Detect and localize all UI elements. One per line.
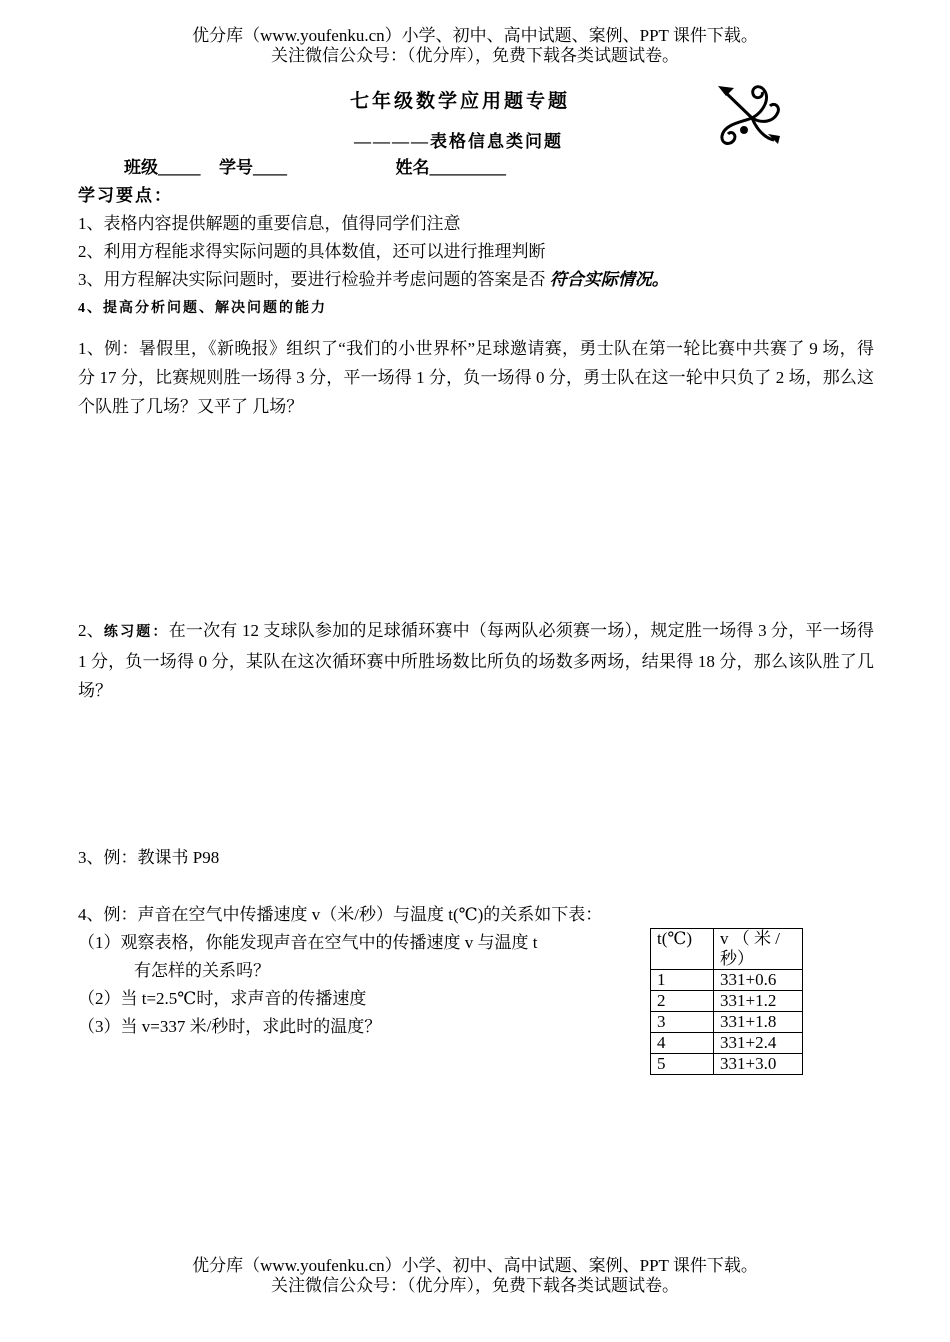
table-cell-t: 4 xyxy=(651,1033,714,1054)
question-2-label: 练习题： xyxy=(103,625,169,640)
page-header xyxy=(0,26,950,66)
table-cell-v: 331+1.2 xyxy=(714,991,803,1012)
speed-temperature-table xyxy=(650,928,803,1075)
question-3: 3、例：教课书 P98 xyxy=(78,848,220,867)
table-row xyxy=(651,1033,803,1054)
footer-line-2: 关注微信公众号：（优分库），免费下载各类试题试卷。 xyxy=(271,1276,679,1295)
table-row xyxy=(651,970,803,991)
footer-line-1: 优分库（www.youfenku.cn）小学、初中、高中试题、案例、PPT 课件下载。 xyxy=(192,1256,758,1275)
table-header-t: t(℃) xyxy=(651,929,714,970)
table-cell-t: 5 xyxy=(651,1054,714,1075)
table-cell-v: 331+1.8 xyxy=(714,1012,803,1033)
header-line-2: 关注微信公众号：（优分库），免费下载各类试题试卷。 xyxy=(271,46,679,65)
ornament-icon xyxy=(712,82,784,148)
student-number-field[interactable]: 学号____ xyxy=(219,158,287,177)
question-2 xyxy=(78,616,874,705)
key-point-4: 4、提高分析问题、解决问题的能力 xyxy=(78,301,327,316)
table-cell-v: 331+0.6 xyxy=(714,970,803,991)
question-4-part-3: （3）当 v=337 米/秒时，求此时的温度？ xyxy=(78,1017,382,1036)
key-point-3 xyxy=(78,266,669,294)
question-2-number: 2、 xyxy=(78,621,104,640)
student-name-field[interactable]: 姓名_________ xyxy=(395,158,506,177)
table-cell-t: 3 xyxy=(651,1012,714,1033)
table-row xyxy=(651,1054,803,1075)
student-info xyxy=(124,155,506,181)
table-header-row xyxy=(651,929,803,970)
header-line-1: 优分库（www.youfenku.cn）小学、初中、高中试题、案例、PPT 课件下载。 xyxy=(192,26,758,45)
table-header-v: v （ 米 / 秒） xyxy=(714,929,803,970)
class-field[interactable]: 班级_____ xyxy=(124,158,201,177)
key-point-3-emphasis: 符合实际情况。 xyxy=(549,270,669,289)
question-4-part-1-cont: 有怎样的关系吗？ xyxy=(134,961,270,980)
page-footer xyxy=(0,1256,950,1296)
key-point-2: 2、利用方程能求得实际问题的具体数值，还可以进行推理判断 xyxy=(78,242,546,261)
question-4-part-2: （2）当 t=2.5℃时，求声音的传播速度 xyxy=(78,989,367,1008)
table-row xyxy=(651,1012,803,1033)
page-title: 七年级数学应用题专题 xyxy=(350,91,571,112)
key-point-1: 1、表格内容提供解题的重要信息，值得同学们注意 xyxy=(78,214,461,233)
table-cell-v: 331+3.0 xyxy=(714,1054,803,1075)
question-1: 1、例：暑假里，《新晚报》组织了“我们的小世界杯”足球邀请赛，勇士队在第一轮比赛中共赛了 9 场，得分 17 分，比赛规则胜一场得 3 分，平一场得 1 分，负一场得 0 分，勇士队在这一轮中只负了 2 场，那么这个队胜了几场？又平了 几场？ xyxy=(78,339,874,416)
question-4-intro: 4、例：声音在空气中传播速度 v（米/秒）与温度 t(℃)的关系如下表： xyxy=(78,905,603,924)
page-subtitle: ————表格信息类问题 xyxy=(354,132,563,151)
table-row xyxy=(651,991,803,1012)
key-points-heading: 学习要点： xyxy=(78,186,173,205)
table-cell-t: 1 xyxy=(651,970,714,991)
table-cell-v: 331+2.4 xyxy=(714,1033,803,1054)
table-cell-t: 2 xyxy=(651,991,714,1012)
key-point-3-text: 3、用方程解决实际问题时，要进行检验并考虑问题的答案是否 xyxy=(78,270,546,289)
question-2-text: 在一次有 12 支球队参加的足球循环赛中（每两队必须赛一场），规定胜一场得 3 分，平一场得 1 分，负一场得 0 分，某队在这次循环赛中所胜场数比所负的场数多两场，结果得 18 分，那么该队胜了几场？ xyxy=(78,621,875,700)
question-4-part-1: （1）观察表格，你能发现声音在空气中的传播速度 v 与温度 t xyxy=(78,933,538,952)
